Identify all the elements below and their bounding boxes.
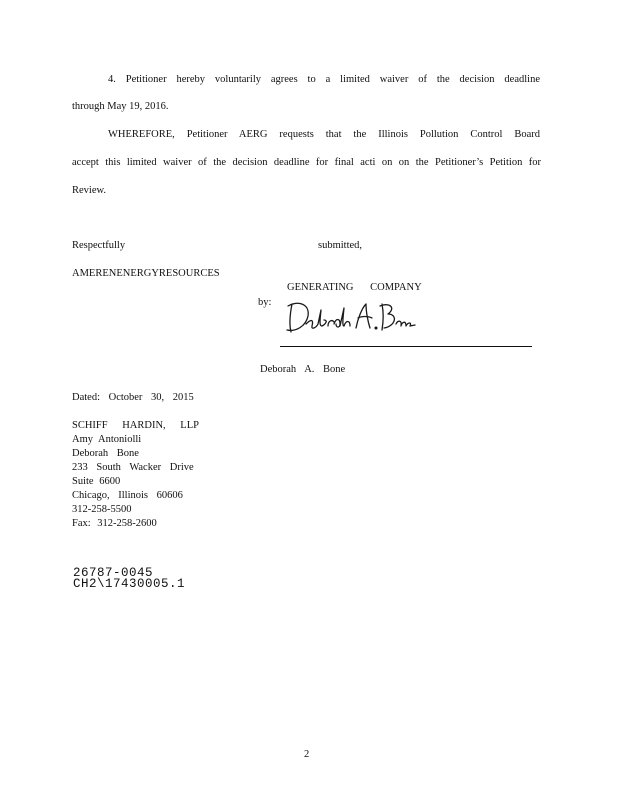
wherefore-line-2: accept this limited waiver of the decision deadline for final acti on on the Petitioner’s Petition for: [72, 157, 541, 168]
paragraph-4-line-1: 4. Petitioner hereby voluntarily agrees to a limited waiver of the decision deadline: [108, 74, 540, 85]
company-name-line-2: GENERATING COMPANY: [287, 282, 422, 293]
by-label: by:: [258, 297, 272, 308]
firm-name: SCHIFF HARDIN, LLP: [72, 420, 199, 431]
doc-id-line-2: CH2\17430005.1: [73, 577, 186, 591]
firm-line-fax: Fax: 312-258-2600: [72, 518, 157, 529]
company-name-line-1: AMERENENERGYRESOURCES: [72, 268, 220, 279]
firm-line-attorney-2: Deborah Bone: [72, 448, 139, 459]
handwritten-signature: [284, 296, 416, 338]
firm-line-attorney-1: Amy Antoniolli: [72, 434, 142, 445]
firm-line-street: 233 South Wacker Drive: [72, 462, 194, 473]
paragraph-4-line-2: through May 19, 2016.: [72, 101, 169, 112]
signature-line: [280, 346, 532, 347]
firm-line-city: Chicago, Illinois 60606: [72, 490, 183, 501]
doc-id-line-1: 26787-0045: [73, 566, 154, 580]
firm-line-phone: 312-258-5500: [72, 504, 132, 515]
respectfully-label: Respectfully: [72, 240, 126, 251]
wherefore-line-1: WHEREFORE, Petitioner AERG requests that the Illinois Pollution Control Board: [108, 129, 540, 140]
firm-line-suite: Suite 6600: [72, 476, 121, 487]
page-number: 2: [304, 749, 310, 760]
signer-name: Deborah A. Bone: [260, 364, 346, 375]
submitted-label: submitted,: [318, 240, 363, 251]
wherefore-line-3: Review.: [72, 185, 107, 196]
dated-line: Dated: October 30, 2015: [72, 392, 194, 403]
